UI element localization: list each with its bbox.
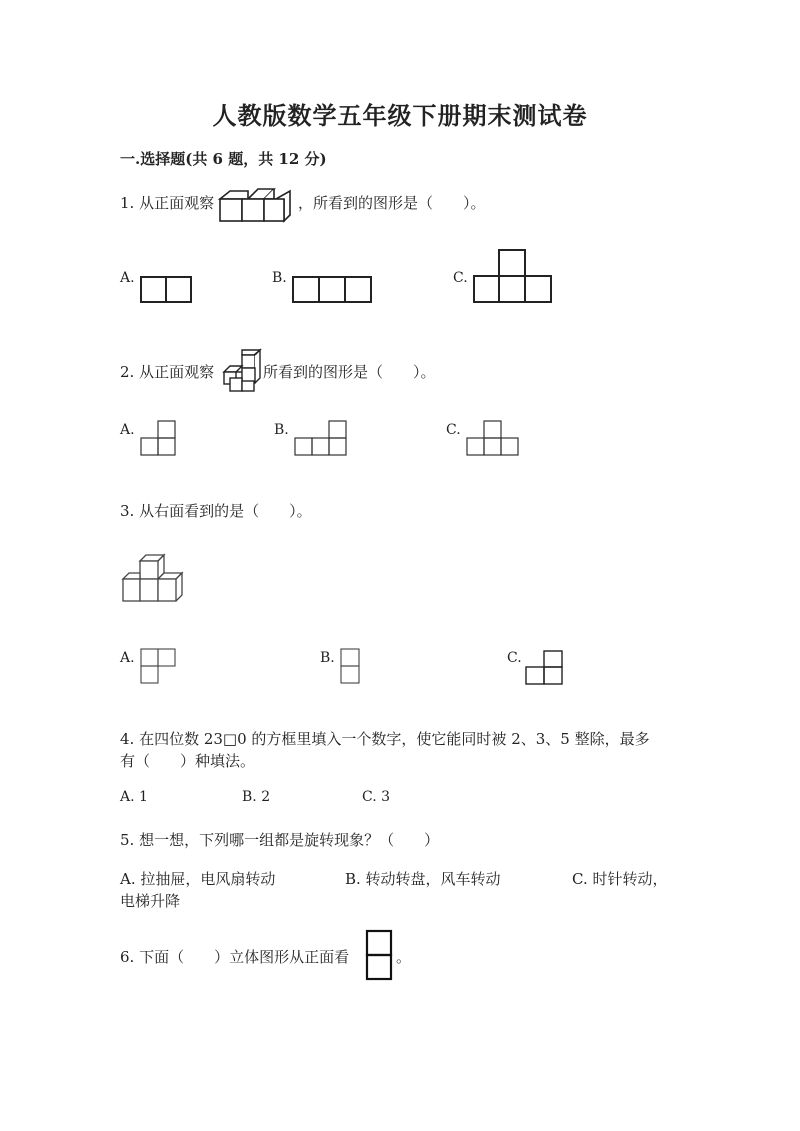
question-2-option-b-label: B. xyxy=(274,422,289,438)
question-2-text-after: 所看到的图形是（ ）。 xyxy=(263,363,436,381)
question-1-option-c-figure xyxy=(473,249,553,304)
question-1-option-a-label: A. xyxy=(120,270,135,286)
question-2-option-a-figure xyxy=(140,420,178,458)
question-6-text-after: 。 xyxy=(396,948,412,966)
question-3-option-b-label: B. xyxy=(320,650,335,666)
question-2-option-b-figure xyxy=(294,420,350,458)
question-3-option-a-label: A. xyxy=(120,650,135,666)
question-1-text-before: 1. 从正面观察 xyxy=(120,194,215,212)
section-heading: 一.选择题(共 6 题，共 12 分) xyxy=(120,150,327,168)
question-5-option-a: A. 拉抽屉，电风扇转动 xyxy=(120,870,276,888)
question-3-option-c-figure xyxy=(525,650,567,688)
question-2-option-c-label: C. xyxy=(446,422,461,438)
question-1-option-b-label: B. xyxy=(272,270,287,286)
page-title: 人教版数学五年级下册期末测试卷 xyxy=(212,101,588,130)
question-6-front-view-figure xyxy=(365,929,395,983)
question-4-option-c: C. 3 xyxy=(362,789,391,805)
question-3-option-a-figure xyxy=(140,648,178,686)
question-4-option-b: B. 2 xyxy=(242,789,271,805)
question-2-option-a-label: A. xyxy=(120,422,135,438)
question-2-option-c-figure xyxy=(466,420,522,458)
question-1-option-c-label: C. xyxy=(453,270,468,286)
question-1-option-b-figure xyxy=(292,276,372,304)
question-4-option-a: A. 1 xyxy=(120,789,148,805)
question-1-solid-figure xyxy=(218,187,298,229)
question-3-option-c-label: C. xyxy=(507,650,522,666)
question-4-text-line-2: 有（ ）种填法。 xyxy=(120,752,256,770)
question-4-text-line-1: 4. 在四位数 23□0 的方框里填入一个数字，使它能同时被 2、3、5 整除，最多 xyxy=(120,730,650,748)
question-6-text-before: 6. 下面（ ）立体图形从正面看 xyxy=(120,948,350,966)
question-1-text-after: ，所看到的图形是（ ）。 xyxy=(298,194,486,212)
question-2-solid-figure xyxy=(220,348,264,396)
question-2-text-before: 2. 从正面观察 xyxy=(120,363,215,381)
question-3-text: 3. 从右面看到的是（ ）。 xyxy=(120,502,312,520)
question-5-option-c-continued: 电梯升降 xyxy=(120,892,181,910)
question-5-text: 5. 想一想，下列哪一组都是旋转现象？（ ） xyxy=(120,831,440,849)
question-1-option-a-figure xyxy=(140,276,192,304)
question-5-option-b: B. 转动转盘，风车转动 xyxy=(345,870,501,888)
question-5-option-c: C. 时针转动， xyxy=(572,870,668,888)
question-3-solid-figure xyxy=(122,554,188,604)
question-3-option-b-figure xyxy=(340,648,362,686)
